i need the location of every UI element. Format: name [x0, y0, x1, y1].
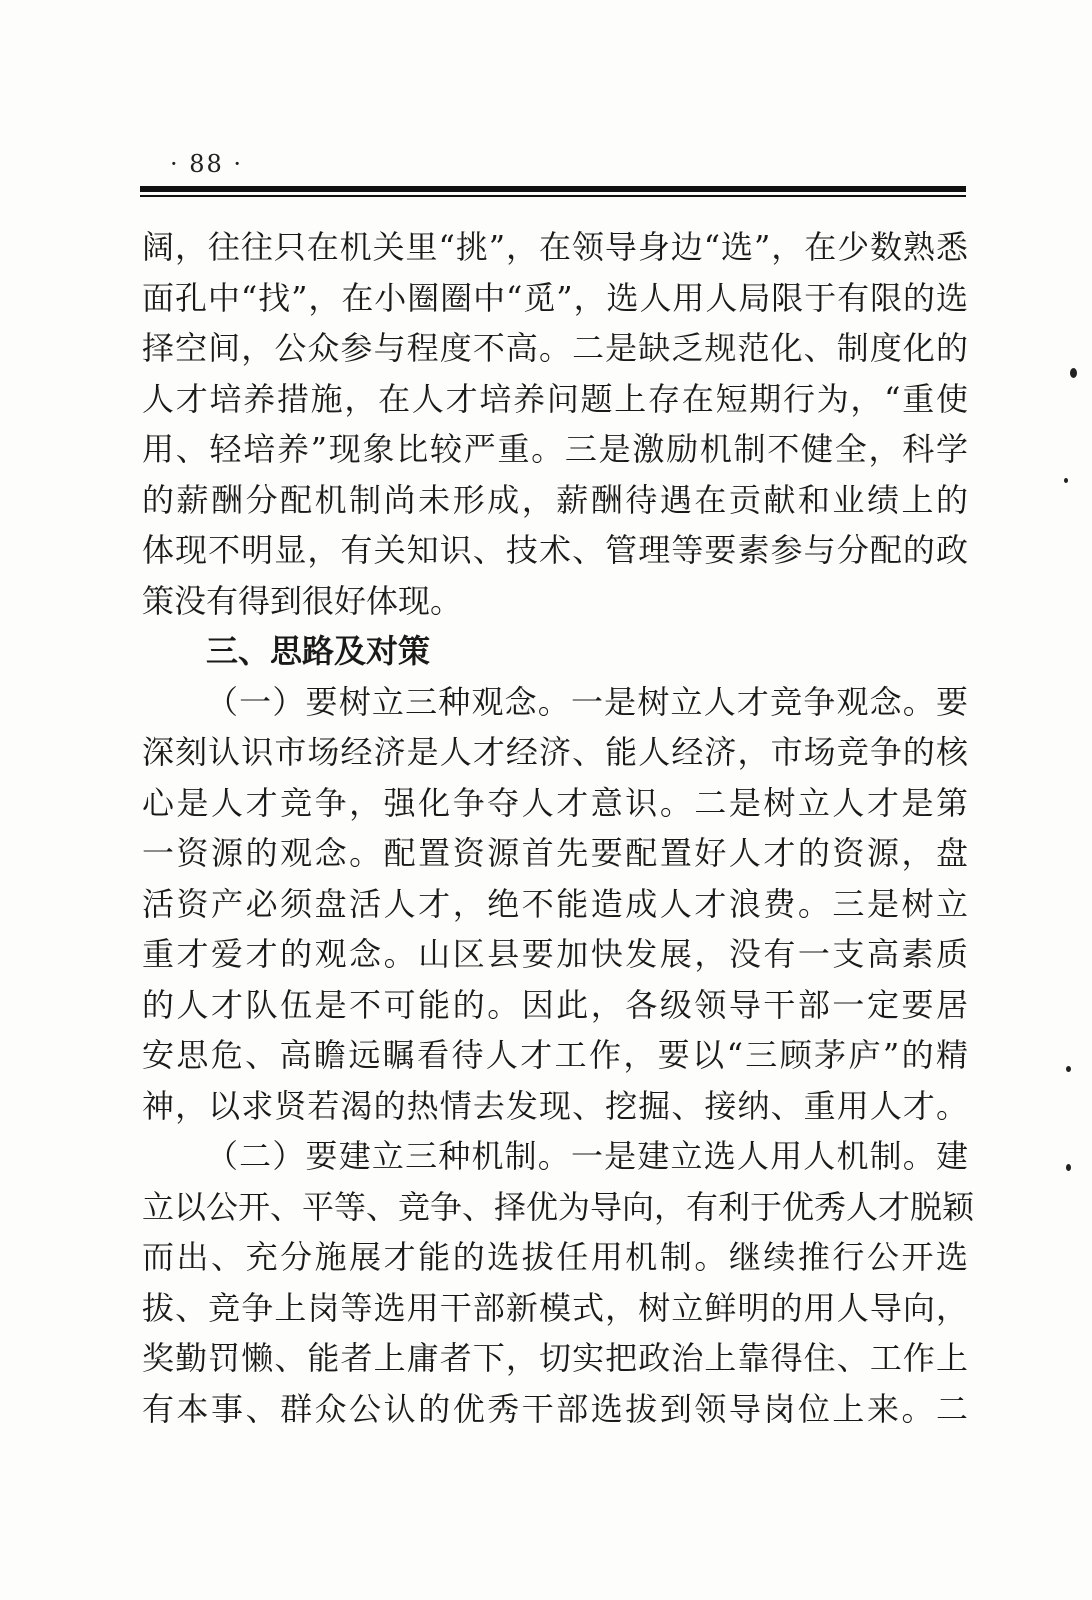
text-line: 择空间，公众参与程度不高。二是缺乏规范化、制度化的: [142, 329, 968, 367]
text-line: 立以公开、平等、竞争、择优为导向，有利于优秀人才脱颖: [142, 1187, 975, 1226]
text-line: 体现不明显，有关知识、技术、管理等要素参与分配的政: [142, 531, 968, 569]
text-line: 用、轻培养”现象比较严重。三是激励机制不健全，科学: [142, 430, 968, 468]
scan-speck: [1066, 1164, 1071, 1171]
text-line: 的人才队伍是不可能的。因此，各级领导干部一定要居: [142, 985, 968, 1024]
text-line: 阔，往往只在机关里“挑”，在领导身边“选”，在少数熟悉: [142, 228, 968, 266]
section-heading: 三、思路及对策: [206, 632, 431, 670]
text-line: 深刻认识市场经济是人才经济、能人经济，市场竞争的核: [142, 733, 968, 771]
text-line: 的薪酬分配机制尚未形成，薪酬待遇在贡献和业绩上的: [142, 480, 968, 519]
text-line: 面孔中“找”，在小圈圈中“觅”，选人用人局限于有限的选: [142, 278, 968, 317]
text-line: 人才培养措施，在人才培养问题上存在短期行为，“重使: [142, 379, 968, 418]
scan-speck: [1064, 478, 1068, 483]
text-line: 策没有得到很好体现。: [142, 581, 463, 620]
text-line: 有本事、群众公认的优秀干部选拔到领导岗位上来。二: [142, 1389, 968, 1428]
text-line: 奖勤罚懒、能者上庸者下，切实把政治上靠得住、工作上: [142, 1339, 968, 1377]
text-line: （二）要建立三种机制。一是建立选人用人机制。建: [206, 1137, 968, 1175]
text-line: 重才爱才的观念。山区县要加快发展，没有一支高素质: [142, 935, 968, 973]
text-line: 心是人才竞争，强化争夺人才意识。二是树立人才是第: [142, 783, 968, 822]
text-line: 安思危、高瞻远瞩看待人才工作，要以“三顾茅庐”的精: [142, 1036, 968, 1074]
text-line: 一资源的观念。配置资源首先要配置好人才的资源，盘: [142, 834, 968, 872]
text-line: 神，以求贤若渴的热情去发现、挖掘、接纳、重用人才。: [142, 1086, 968, 1125]
header-rule-thin: [140, 195, 966, 197]
text-line: 拔、竞争上岗等选用干部新模式，树立鲜明的用人导向，: [142, 1288, 968, 1327]
scan-speck: [1070, 368, 1077, 378]
page-number: · 88 ·: [170, 150, 244, 178]
text-line: 活资产必须盘活人才，绝不能造成人才浪费。三是树立: [142, 884, 968, 923]
text-line: （一）要树立三种观念。一是树立人才竞争观念。要: [206, 682, 968, 721]
scan-speck: [1066, 1066, 1071, 1072]
text-line: 而出、充分施展才能的选拔任用机制。继续推行公开选: [142, 1238, 968, 1276]
header-rule-thick: [140, 186, 966, 192]
body-text: [142, 222, 975, 1434]
